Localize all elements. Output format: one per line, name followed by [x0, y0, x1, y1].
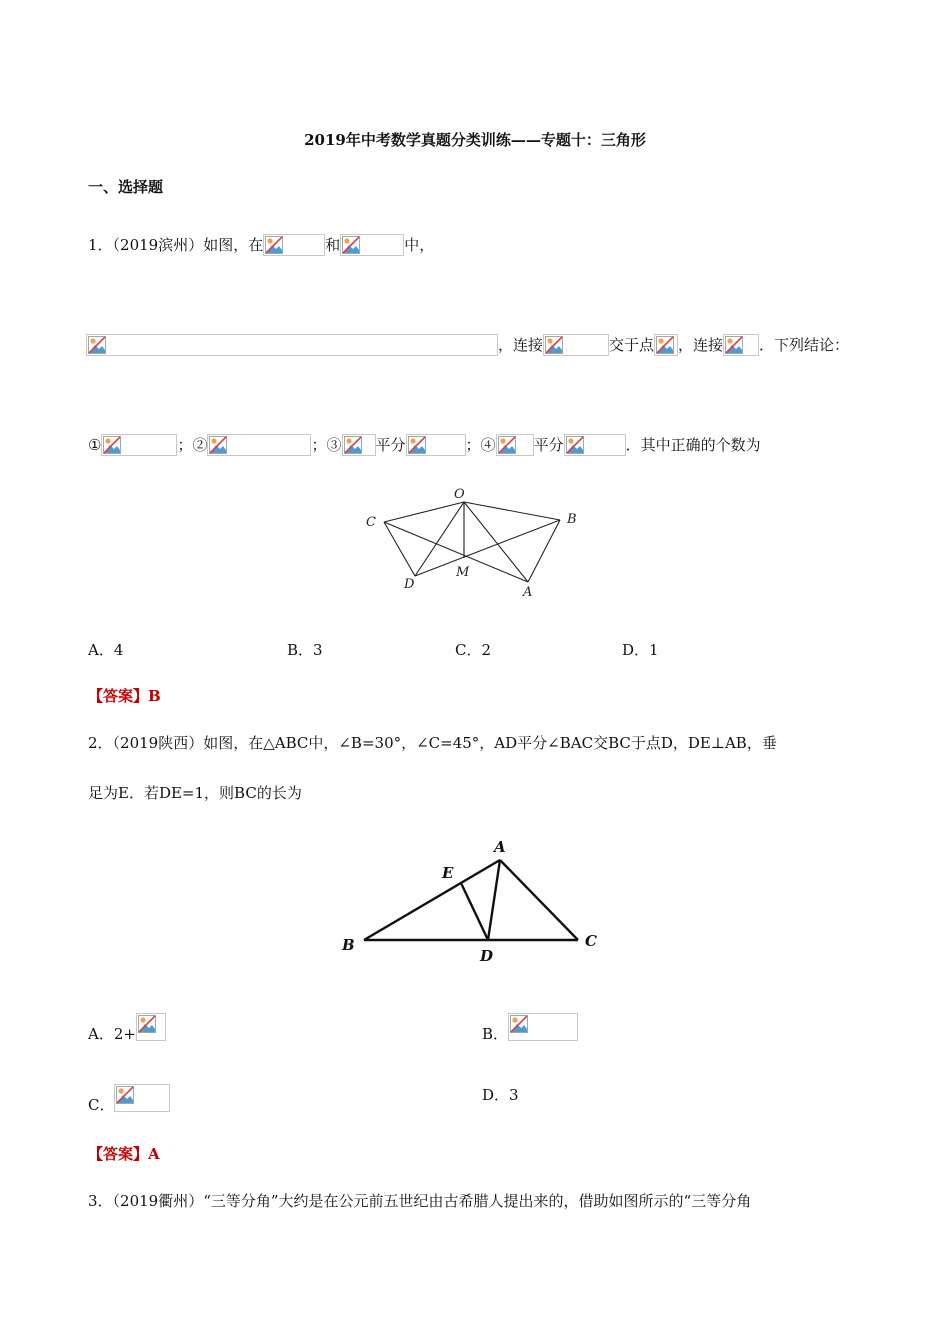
label-O: O [454, 487, 465, 502]
formula-image [114, 1084, 170, 1112]
q2-option-c [88, 1084, 170, 1115]
formula-image [496, 434, 534, 456]
label-C: C [366, 515, 376, 530]
formula-image [207, 434, 311, 456]
formula-image [340, 234, 404, 256]
broken-image-icon [344, 436, 362, 454]
q2-option-d: D．3 [482, 1086, 519, 1104]
q2-answer: 【答案】A [88, 1145, 160, 1163]
label-M: M [456, 565, 470, 580]
q1-text-a: 如图，在 [203, 236, 264, 254]
label-E: E [442, 864, 454, 882]
broken-image-icon [725, 336, 743, 354]
q2-line1: 2．（2019陕西）如图，在△ABC中，∠B=30°，∠C=45°，AD平分∠BAC交BC于点D，DE⊥AB，垂 [88, 734, 777, 752]
q1-c2: ② [192, 436, 208, 454]
label-B: B [567, 512, 577, 527]
q3-line1: 3．（2019衢州）“三等分角”大约是在公元前五世纪由古希腊人提出来的，借助如图所示的“三等分角 [88, 1192, 752, 1210]
formula-image [564, 434, 626, 456]
label-D: D [404, 577, 415, 592]
page-title: 2019年中考数学真题分类训练——专题十：三角形 [304, 131, 646, 149]
q1-option-b: B．3 [287, 641, 323, 659]
q1-c1: ① [88, 436, 102, 454]
label-A: A [494, 838, 506, 856]
section-heading: 一、选择题 [88, 178, 164, 196]
formula-image [136, 1013, 166, 1041]
q2-option-a-label: A．2+ [88, 1025, 136, 1043]
broken-image-icon [138, 1015, 156, 1033]
label-D: D [480, 947, 494, 965]
q1-text-c: 中， [404, 236, 435, 254]
formula-image [86, 334, 498, 356]
q1-line2-c: ，连接 [678, 336, 724, 354]
formula-image [508, 1013, 578, 1041]
broken-image-icon [103, 436, 121, 454]
formula-image [263, 234, 325, 256]
q1-line2-d: ．下列结论： [759, 336, 850, 354]
broken-image-icon [498, 436, 516, 454]
broken-image-icon [566, 436, 584, 454]
q1-c4: ④ [480, 436, 496, 454]
broken-image-icon [656, 336, 674, 354]
q2-option-b [482, 1013, 578, 1044]
broken-image-icon [265, 236, 283, 254]
q1-line2 [86, 334, 849, 356]
broken-image-icon [545, 336, 563, 354]
q1-c3: ③ [326, 436, 342, 454]
q1-text-b: 和 [325, 236, 341, 254]
q1-line2-b: 交于点 [609, 336, 655, 354]
q1-line2-a: ，连接 [498, 336, 544, 354]
q1-sep: ； [311, 436, 327, 454]
q1-ping: 平分 [375, 436, 406, 454]
q2-option-a [88, 1013, 166, 1044]
q1-answer: 【答案】B [88, 687, 161, 705]
q2-figure [336, 832, 606, 966]
label-B: B [342, 936, 355, 954]
q1-tail: ．其中正确的个数为 [625, 436, 761, 454]
q1-option-c: C．2 [455, 641, 492, 659]
label-A: A [523, 585, 533, 600]
q1-sep: ； [177, 436, 193, 454]
formula-image [543, 334, 609, 356]
q1-line3 [88, 434, 761, 456]
q1-option-d: D．1 [622, 641, 659, 659]
formula-image [654, 334, 678, 356]
q1-source: （2019滨州） [112, 236, 204, 254]
formula-image [723, 334, 759, 356]
q2-option-b-label: B． [482, 1025, 509, 1043]
q1-option-a: A．4 [88, 641, 124, 659]
q1-line1 [88, 234, 434, 256]
broken-image-icon [342, 236, 360, 254]
broken-image-icon [408, 436, 426, 454]
q1-number: 1． [88, 236, 113, 254]
q2-line2: 足为E．若DE=1，则BC的长为 [88, 784, 302, 802]
broken-image-icon [88, 336, 106, 354]
q1-sep: ； [465, 436, 481, 454]
broken-image-icon [510, 1015, 528, 1033]
label-C: C [585, 932, 597, 950]
q2-option-c-label: C． [88, 1096, 115, 1114]
q1-figure [360, 484, 590, 602]
broken-image-icon [116, 1086, 134, 1104]
formula-image [101, 434, 177, 456]
broken-image-icon [209, 436, 227, 454]
formula-image [342, 434, 376, 456]
formula-image [406, 434, 466, 456]
q1-ping: 平分 [533, 436, 564, 454]
